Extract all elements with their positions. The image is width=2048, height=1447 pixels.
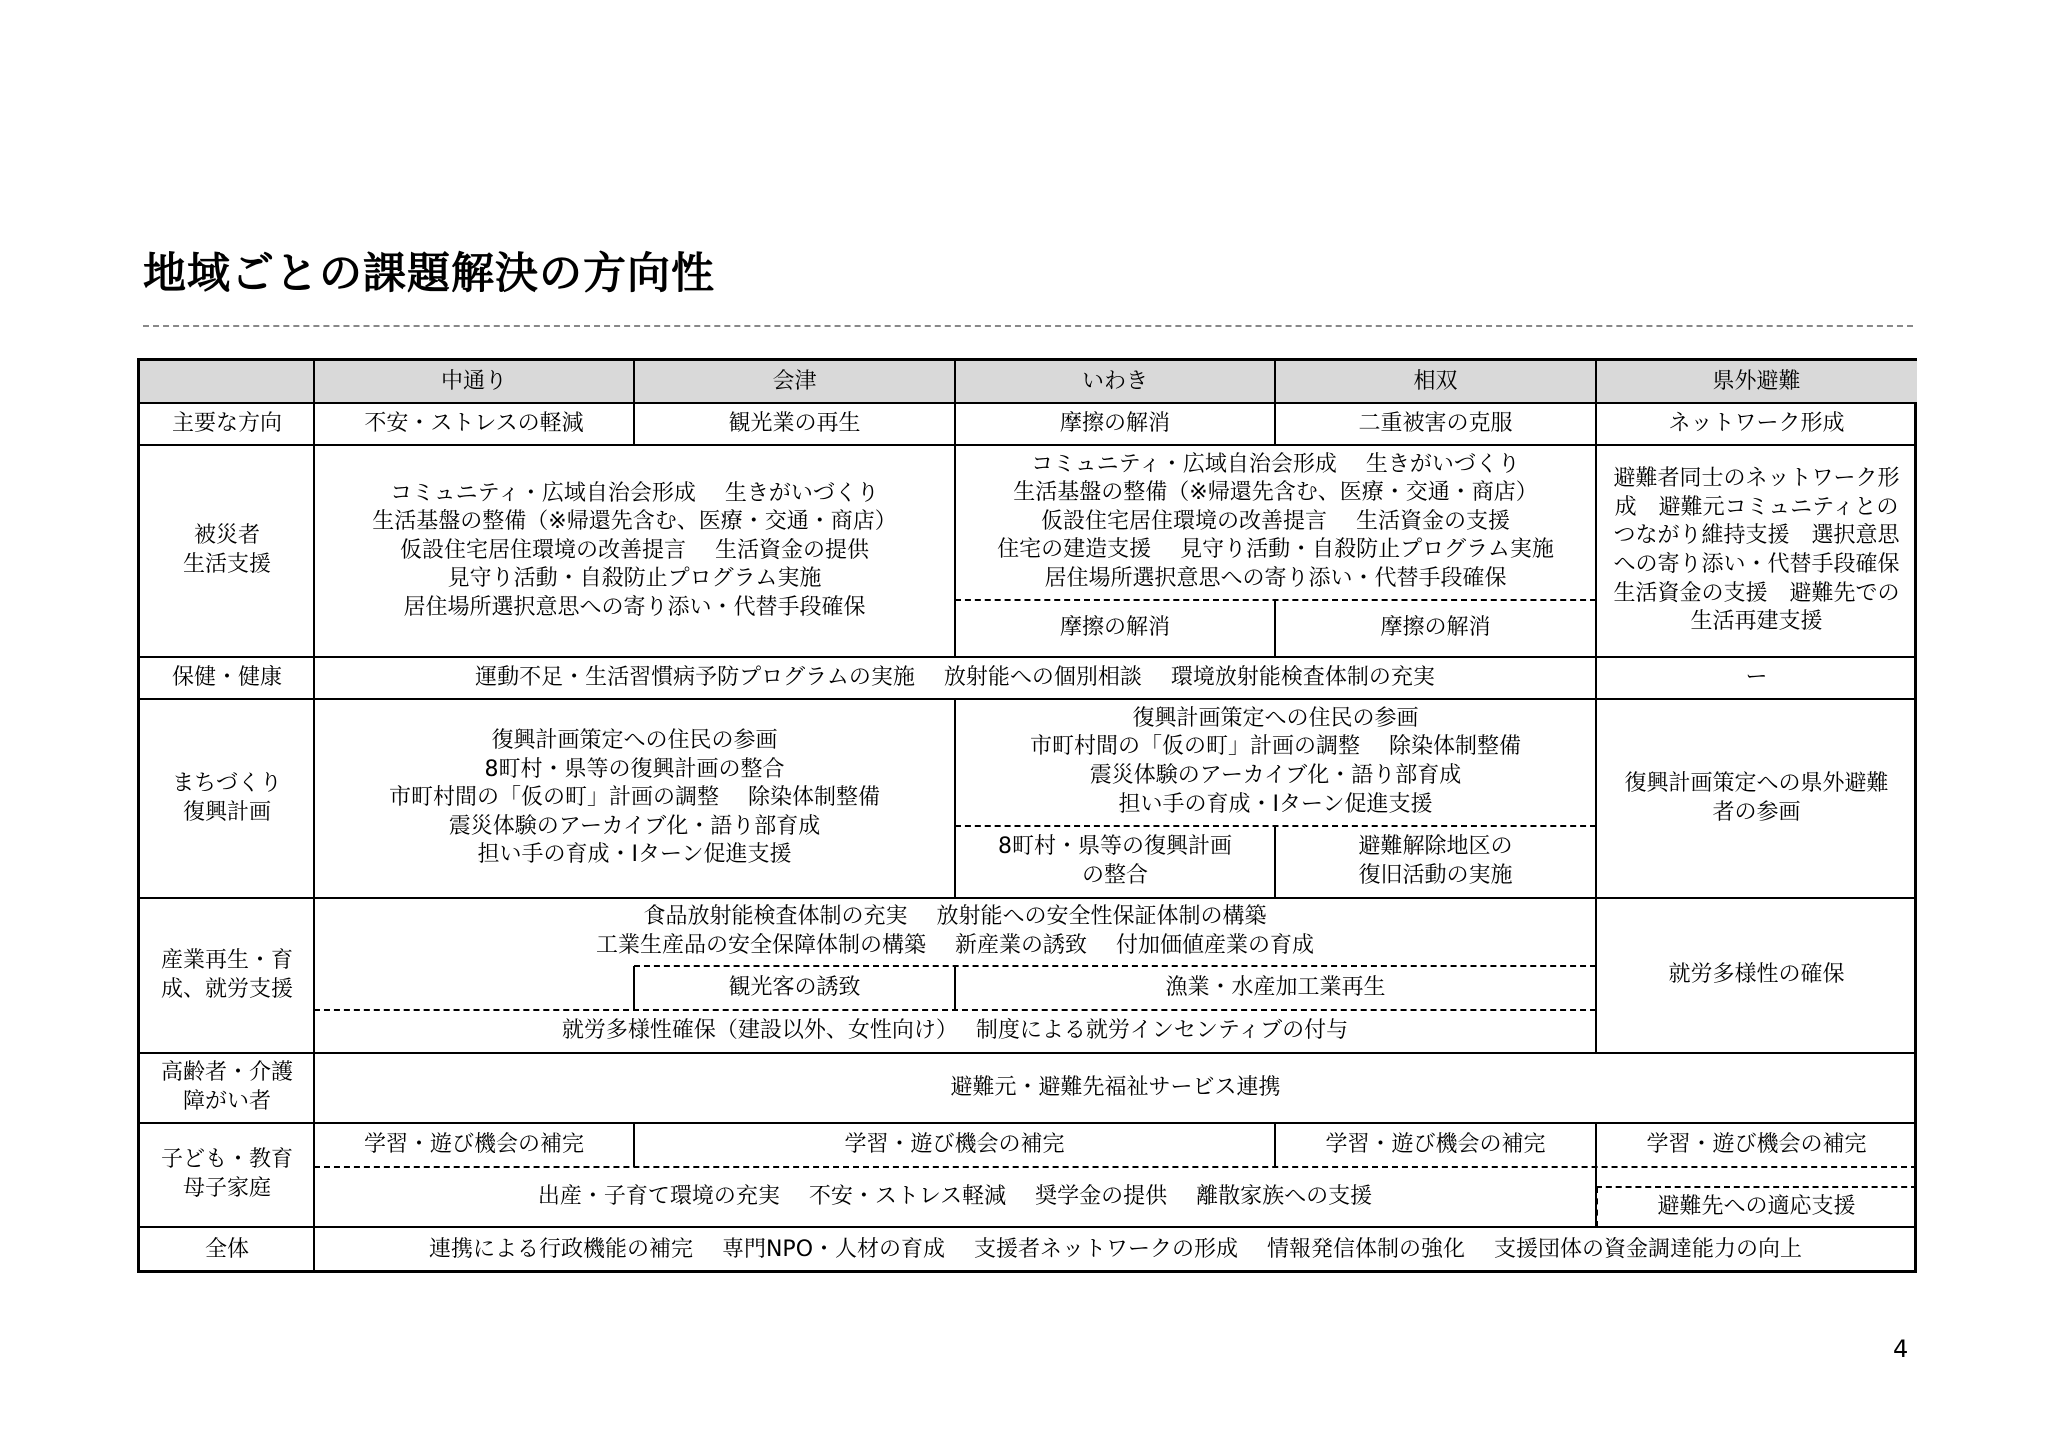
elderly-main: 避難元・避難先福祉サービス連携 [950, 1074, 1281, 1100]
col-line-iwaki [954, 699, 956, 898]
col-line-sousou [1274, 825, 1276, 898]
industry-top [314, 898, 1596, 966]
page-title: 地域ごとの課題解決の方向性 [143, 249, 715, 299]
town-outside: 復興計画策定への県外避難者の参画 [1624, 770, 1889, 825]
health-main: 運動不足・生活習慣病予防プログラムの実施 放射能への個別相談 環境放射能検査体制の充実 [475, 664, 1435, 690]
row-label-town: まちづくり 復興計画 [172, 770, 282, 825]
dashed-divider [1596, 1186, 1917, 1188]
title-divider [143, 325, 1913, 327]
children-outside-bottom: 避難先への適応支援 [1657, 1193, 1856, 1219]
strategy-table [137, 358, 1922, 1273]
industry-iwaki-sousou-sub: 漁業・水産加工業再生 [1165, 974, 1386, 1000]
town-iwaki-sousou [955, 699, 1596, 825]
col-line-sousou [1274, 1123, 1276, 1167]
row-line [140, 1052, 1917, 1054]
row-line [140, 444, 1917, 446]
victims-outside: 避難者同士のネットワーク形成 避難元コミュニティとのつながり維持支援 選択意思への寄り添い・代替手段確保 生活資金の支援 避難先での生活再建支援 [1613, 466, 1922, 635]
victims-is-line-2: 生活基盤の整備（※帰還先含む、医療・交通・商店） [1013, 480, 1538, 506]
col-line-outside [1595, 361, 1597, 1053]
row-line [140, 1226, 1917, 1228]
col-line-iwaki [954, 445, 956, 657]
row-label-industry: 産業再生・育 成、就労支援 [160, 947, 293, 1002]
victims-iwaki-sub: 摩擦の解消 [1059, 614, 1170, 640]
row-label-elderly: 高齢者・介護 障がい者 [160, 1060, 293, 1114]
children-main-bottom: 出産・子育て環境の充実 不安・ストレス軽減 奨学金の提供 離散家族への支援 [537, 1183, 1373, 1209]
row-label-children: 子ども・教育 母子家庭 [160, 1147, 293, 1201]
town-iwaki-sub: 8町村・県等の復興計画の整合 [998, 833, 1232, 888]
row-line [140, 698, 1917, 700]
children-outside: 学習・遊び機会の補完 [1646, 1131, 1867, 1157]
victims-na-line-5: 居住場所選択意思への寄り添い・代替手段確保 [403, 594, 866, 620]
row-line [140, 402, 1917, 404]
victims-is-line-3: 仮設住宅居住環境の改善提言 生活資金の支援 [1041, 508, 1510, 534]
row-label-health: 保健・健康 [171, 664, 282, 690]
town-is-line-2: 市町村間の「仮の町」計画の調整 除染体制整備 [1030, 734, 1521, 760]
victims-is-line-5: 居住場所選択意思への寄り添い・代替手段確保 [1044, 565, 1507, 591]
victims-na-line-4: 見守り活動・自殺防止プログラム実施 [447, 566, 822, 592]
town-na-line-2: 8町村・県等の復興計画の整合 [484, 756, 785, 782]
children-sousou: 学習・遊び機会の補完 [1325, 1131, 1546, 1157]
town-is-line-1: 復興計画策定への住民の参画 [1132, 705, 1419, 731]
town-is-line-3: 震災体験のアーカイブ化・語り部育成 [1089, 763, 1462, 788]
town-is-line-4: 担い手の育成・Iターン促進支援 [1118, 791, 1433, 817]
dashed-divider [955, 599, 1596, 601]
victims-sousou-sub: 摩擦の解消 [1380, 614, 1491, 640]
victims-is-line-4: 住宅の建造支援 見守り活動・自殺防止プログラム実施 [997, 537, 1554, 563]
row-line [140, 1122, 1917, 1124]
dashed-divider [955, 825, 1596, 827]
victims-nakadori-aizu [314, 445, 955, 657]
row-label-direction: 主要な方向 [171, 410, 282, 436]
dashed-divider [314, 1166, 1917, 1168]
row-label-overall: 全体 [204, 1236, 249, 1262]
col-line-iwaki [954, 361, 956, 445]
col-line-iwaki [954, 966, 956, 1010]
row-line [140, 656, 1917, 658]
town-na-line-1: 復興計画策定への住民の参画 [491, 728, 778, 754]
header-corner [140, 361, 314, 403]
children-aizu-iwaki: 学習・遊び機会の補完 [844, 1131, 1065, 1157]
overall-main: 連携による行政機能の補完 専門NPO・人材の育成 支援者ネットワークの形成 情報発信体制の強化 支援団体の資金調達能力の向上 [428, 1236, 1803, 1262]
col-line-sousou [1274, 599, 1276, 657]
victims-na-line-1: コミュニティ・広域自治会形成 生きがいづくり [390, 480, 879, 506]
industry-top-line-2: 工業生産品の安全保障体制の構築 新産業の誘致 付加価値産業の育成 [596, 933, 1314, 958]
town-nakadori-aizu [314, 699, 955, 898]
col-line-aizu [633, 966, 635, 1010]
header-aizu: 会津 [634, 361, 955, 403]
header-sousou: 相双 [1275, 361, 1596, 403]
victims-na-line-2: 生活基盤の整備（※帰還先含む、医療・交通・商店） [372, 509, 897, 535]
town-sousou-sub: 避難解除地区の 復旧活動の実施 [1358, 833, 1513, 888]
header-iwaki: いわき [955, 361, 1275, 403]
direction-aizu: 観光業の再生 [728, 410, 861, 436]
industry-aizu-sub: 観光客の誘致 [728, 974, 861, 1000]
victims-iwaki-sousou [955, 445, 1596, 599]
col-line-label [313, 361, 315, 1273]
health-outside: ー [1745, 664, 1768, 690]
town-na-line-5: 担い手の育成・Iターン促進支援 [477, 842, 792, 868]
industry-top-line-1: 食品放射能検査体制の充実 放射能への安全性保証体制の構築 [643, 904, 1267, 930]
header-outside: 県外避難 [1596, 361, 1917, 403]
town-na-line-3: 市町村間の「仮の町」計画の調整 除染体制整備 [389, 785, 880, 811]
children-nakadori: 学習・遊び機会の補完 [363, 1131, 584, 1157]
header-nakadori: 中通り [314, 361, 634, 403]
dashed-divider-vertical [1596, 1187, 1598, 1227]
victims-is-line-1: コミュニティ・広域自治会形成 生きがいづくり [1031, 451, 1520, 477]
col-line-sousou [1274, 361, 1276, 445]
industry-outside: 就労多様性の確保 [1668, 962, 1845, 988]
direction-sousou: 二重被害の克服 [1358, 410, 1513, 436]
row-label-victims: 被災者 生活支援 [182, 523, 271, 577]
dashed-divider [314, 1009, 1596, 1011]
dashed-divider [634, 965, 1596, 967]
col-line-aizu [633, 1123, 635, 1167]
industry-bottom: 就労多様性確保（建設以外、女性向け） 制度による就労インセンティブの付与 [561, 1018, 1349, 1044]
direction-outside: ネットワーク形成 [1668, 410, 1845, 436]
direction-nakadori: 不安・ストレスの軽減 [364, 410, 584, 436]
page-number: 4 [1893, 1335, 1909, 1363]
town-na-line-4: 震災体験のアーカイブ化・語り部育成 [448, 813, 821, 839]
col-line-aizu [633, 361, 635, 445]
victims-na-line-3: 仮設住宅居住環境の改善提言 生活資金の提供 [400, 537, 869, 563]
row-line [140, 897, 1917, 899]
direction-iwaki: 摩擦の解消 [1059, 410, 1170, 436]
